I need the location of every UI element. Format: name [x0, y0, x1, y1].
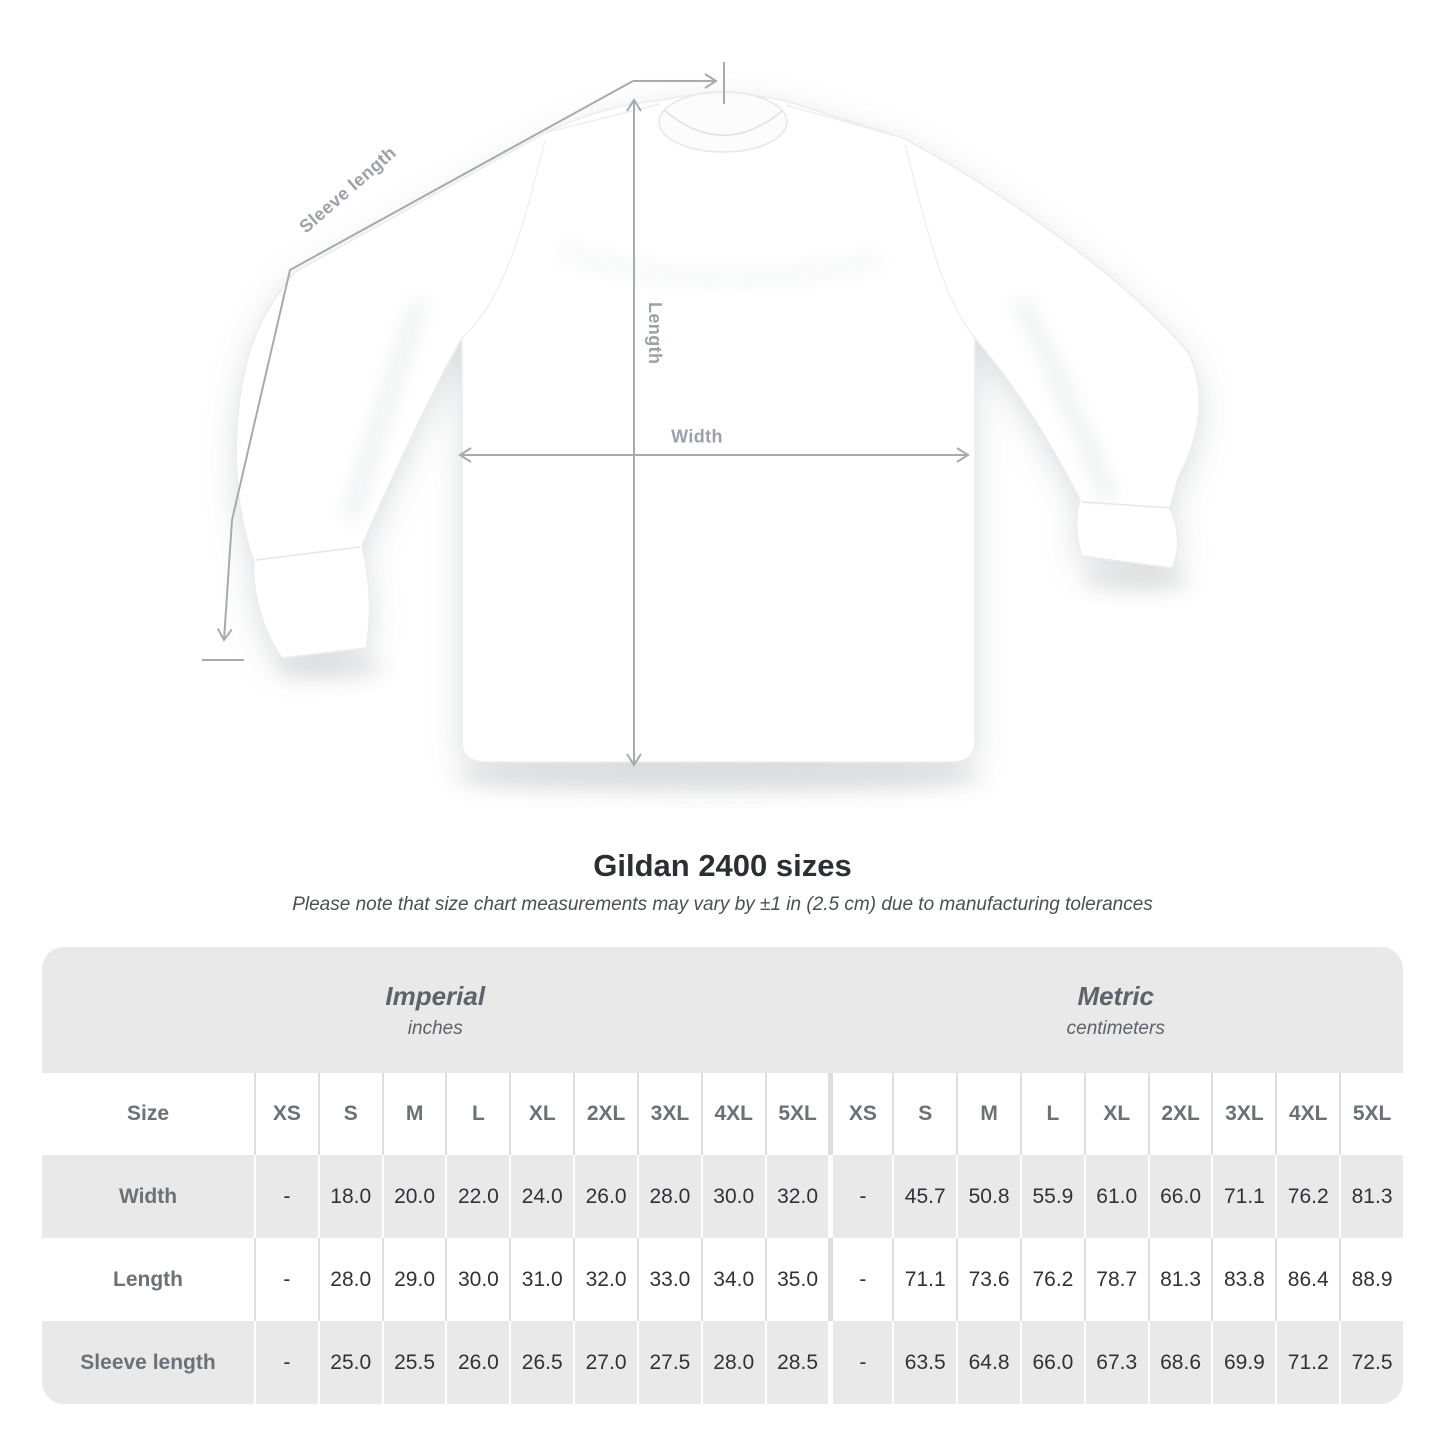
value-cell: 76.2	[1020, 1238, 1084, 1321]
value-cell: 64.8	[956, 1321, 1020, 1404]
value-cell: 63.5	[892, 1321, 956, 1404]
size-header: 2XL	[1148, 1073, 1212, 1155]
size-header: S	[318, 1073, 382, 1155]
value-cell: 72.5	[1339, 1321, 1403, 1404]
width-label: Width	[671, 426, 723, 447]
value-cell: -	[828, 1321, 892, 1404]
value-cell: 28.0	[318, 1238, 382, 1321]
value-cell: 69.9	[1211, 1321, 1275, 1404]
value-cell: 20.0	[382, 1155, 446, 1238]
size-header: S	[892, 1073, 956, 1155]
value-cell: 73.6	[956, 1238, 1020, 1321]
value-cell: 30.0	[445, 1238, 509, 1321]
value-cell: 35.0	[765, 1238, 829, 1321]
value-cell: 32.0	[765, 1155, 829, 1238]
value-cell: 68.6	[1148, 1321, 1212, 1404]
value-cell: 26.0	[573, 1155, 637, 1238]
size-header: 4XL	[701, 1073, 765, 1155]
size-header: XL	[509, 1073, 573, 1155]
size-header: L	[1020, 1073, 1084, 1155]
value-cell: 26.0	[445, 1321, 509, 1404]
value-cell: 28.5	[765, 1321, 829, 1404]
size-header: M	[956, 1073, 1020, 1155]
value-cell: 25.0	[318, 1321, 382, 1404]
value-cell: -	[254, 1155, 318, 1238]
size-table	[42, 947, 1403, 1404]
value-cell: 18.0	[318, 1155, 382, 1238]
row-label: Sleeve length	[42, 1321, 254, 1404]
size-header: 5XL	[1339, 1073, 1403, 1155]
value-cell: -	[828, 1155, 892, 1238]
value-cell: 27.0	[573, 1321, 637, 1404]
row-label: Width	[42, 1155, 254, 1238]
value-cell: -	[828, 1238, 892, 1321]
value-cell: 33.0	[637, 1238, 701, 1321]
size-header: 4XL	[1275, 1073, 1339, 1155]
value-cell: 88.9	[1339, 1238, 1403, 1321]
value-cell: 76.2	[1275, 1155, 1339, 1238]
value-cell: 86.4	[1275, 1238, 1339, 1321]
value-cell: 28.0	[701, 1321, 765, 1404]
value-cell: 81.3	[1339, 1155, 1403, 1238]
unit-group-imperial-label: Imperial	[385, 980, 486, 1011]
row-label: Length	[42, 1238, 254, 1321]
value-cell: 50.8	[956, 1155, 1020, 1238]
value-cell: 71.1	[892, 1238, 956, 1321]
value-cell: 32.0	[573, 1238, 637, 1321]
sleeve-length-label: Sleeve length	[295, 142, 400, 237]
value-cell: 28.0	[637, 1155, 701, 1238]
value-cell: 83.8	[1211, 1238, 1275, 1321]
unit-group-metric	[828, 947, 1403, 1073]
size-corner-header: Size	[42, 1073, 254, 1155]
value-cell: 71.1	[1211, 1155, 1275, 1238]
value-cell: 71.2	[1275, 1321, 1339, 1404]
value-cell: 31.0	[509, 1238, 573, 1321]
value-cell: 61.0	[1084, 1155, 1148, 1238]
unit-group-imperial-unit: inches	[407, 1017, 463, 1039]
value-cell: 25.5	[382, 1321, 446, 1404]
size-header: 5XL	[765, 1073, 829, 1155]
unit-group-metric-unit: centimeters	[1066, 1017, 1165, 1039]
length-label: Length	[645, 302, 665, 365]
value-cell: 30.0	[701, 1155, 765, 1238]
page-subtitle: Please note that size chart measurements may vary by ±1 in (2.5 cm) due to manufacturing tolerances	[292, 894, 1153, 915]
size-header: 3XL	[1211, 1073, 1275, 1155]
value-cell: 45.7	[892, 1155, 956, 1238]
value-cell: -	[254, 1238, 318, 1321]
size-header: M	[382, 1073, 446, 1155]
unit-group-metric-label: Metric	[1077, 980, 1155, 1011]
value-cell: 81.3	[1148, 1238, 1212, 1321]
size-header: XL	[1084, 1073, 1148, 1155]
value-cell: 66.0	[1020, 1321, 1084, 1404]
value-cell: 66.0	[1148, 1155, 1212, 1238]
size-header: XS	[828, 1073, 892, 1155]
value-cell: 26.5	[509, 1321, 573, 1404]
value-cell: 78.7	[1084, 1238, 1148, 1321]
value-cell: 29.0	[382, 1238, 446, 1321]
size-header: 2XL	[573, 1073, 637, 1155]
size-header: XS	[254, 1073, 318, 1155]
value-cell: -	[254, 1321, 318, 1404]
value-cell: 22.0	[445, 1155, 509, 1238]
value-cell: 34.0	[701, 1238, 765, 1321]
page-title: Gildan 2400 sizes	[593, 848, 852, 883]
unit-group-imperial	[42, 947, 828, 1073]
value-cell: 27.5	[637, 1321, 701, 1404]
value-cell: 67.3	[1084, 1321, 1148, 1404]
size-header: L	[445, 1073, 509, 1155]
value-cell: 55.9	[1020, 1155, 1084, 1238]
value-cell: 24.0	[509, 1155, 573, 1238]
size-header: 3XL	[637, 1073, 701, 1155]
